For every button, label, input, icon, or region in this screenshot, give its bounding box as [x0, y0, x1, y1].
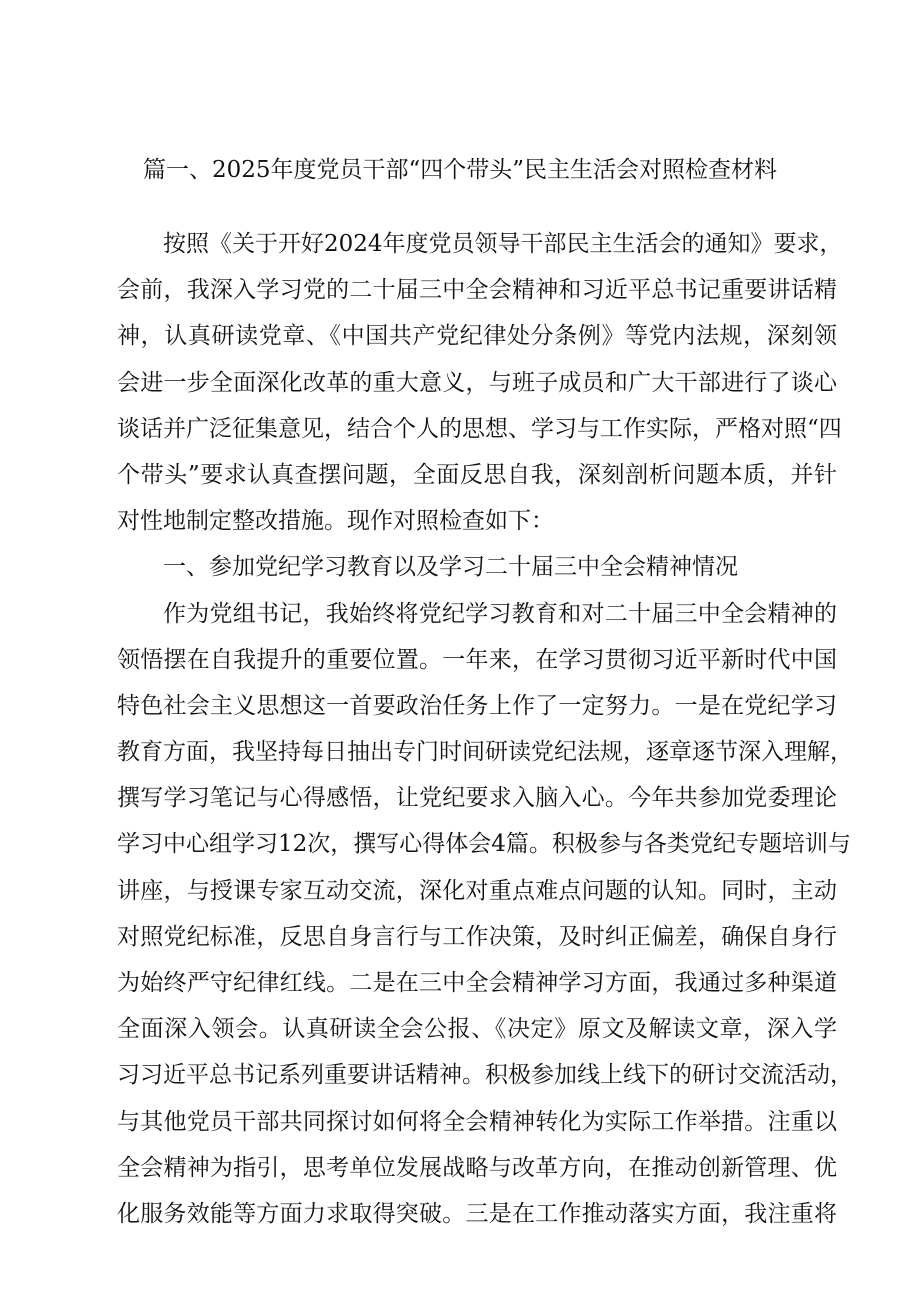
paragraph-3-line: 全会精神为指引，思考单位发展战略与改革方向，在推动创新管理、优 — [117, 1154, 837, 1181]
paragraph-1-line: 会前，我深入学习党的二十届三中全会精神和习近平总书记重要讲话精 — [117, 277, 837, 304]
paragraph-3-line: 教育方面，我坚持每日抽出专门时间研读党纪法规，逐章逐节深入理解， — [117, 739, 853, 766]
paragraph-3-line: 撰写学习笔记与心得感悟，让党纪要求入脑入心。今年共参加党委理论 — [117, 785, 837, 812]
paragraph-3-line: 特色社会主义思想这一首要政治任务上作了一定努力。一是在党纪学习 — [117, 692, 837, 719]
paragraph-3-line: 与其他党员干部共同探讨如何将全会精神转化为实际工作举措。注重以 — [117, 1108, 837, 1135]
paragraph-1-line: 个带头”要求认真查摆问题，全面反思自我，深刻剖析问题本质，并针 — [117, 461, 837, 488]
paragraph-3-line: 作为党组书记，我始终将党纪学习教育和对二十届三中全会精神的 — [163, 600, 837, 627]
paragraph-1-line: 对性地制定整改措施。现作对照检查如下： — [117, 508, 554, 535]
paragraph-3-line: 领悟摆在自我提升的重要位置。一年来，在学习贯彻习近平新时代中国 — [117, 646, 837, 673]
paragraph-3-line: 学习中心组学习12次，撰写心得体会4篇。积极参与各类党纪专题培训与 — [117, 831, 851, 858]
document-title: 篇一、2025年度党员干部“四个带头”民主生活会对照检查材料 — [142, 157, 778, 183]
paragraph-3-line: 对照党纪标准，反思自身言行与工作决策，及时纠正偏差，确保自身行 — [117, 923, 837, 950]
paragraph-1-line: 按照《关于开好2024年度党员领导干部民主生活会的通知》要求， — [163, 231, 843, 257]
paragraph-3-line: 为始终严守纪律红线。二是在三中全会精神学习方面，我通过多种渠道 — [117, 970, 837, 996]
paragraph-1-line: 谈话并广泛征集意见，结合个人的思想、学习与工作实际，严格对照“四 — [117, 415, 842, 442]
document-body — [117, 221, 853, 1237]
section-heading: 一、参加党纪学习教育以及学习二十届三中全会精神情况 — [163, 554, 738, 581]
paragraph-3-line: 全面深入领会。认真研读全会公报、《决定》原文及解读文章，深入学 — [117, 1016, 837, 1043]
paragraph-1-line: 神，认真研读党章、《中国共产党纪律处分条例》等党内法规，深刻领 — [117, 323, 837, 350]
paragraph-3-line: 习习近平总书记系列重要讲话精神。积极参加线上线下的研讨交流活动， — [117, 1062, 853, 1089]
paragraph-1-line: 会进一步全面深化改革的重大意义，与班子成员和广大干部进行了谈心 — [117, 369, 837, 396]
paragraph-3-line: 讲座，与授课专家互动交流，深化对重点难点问题的认知。同时，主动 — [117, 877, 837, 904]
paragraph-3-line: 化服务效能等方面力求取得突破。三是在工作推动落实方面，我注重将 — [117, 1200, 837, 1227]
